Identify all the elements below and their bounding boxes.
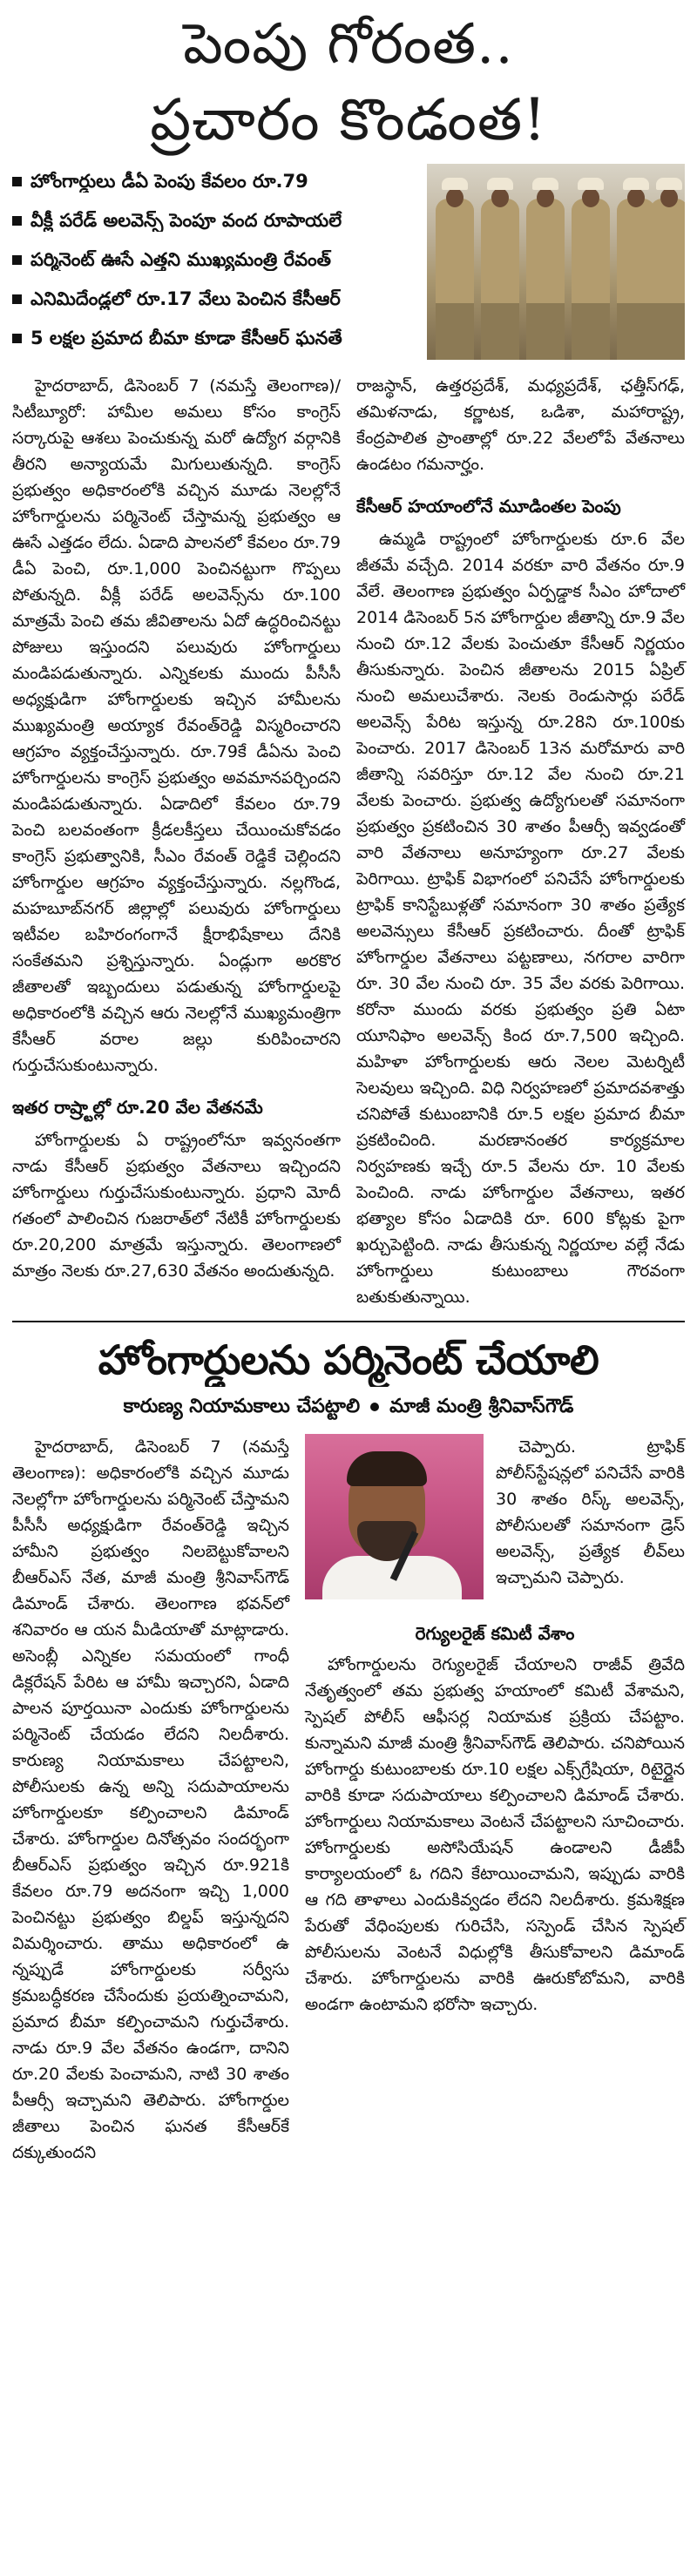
article-two-right-column [305,1434,685,2166]
subheadline-left: కారుణ్య నియామకాలు చేపట్టాలి [123,1396,361,1417]
article-paragraph: హైదరాబాద్, డిసెంబర్ 7 (నమస్తే తెలంగాణ): అధికారంలోకి వచ్చిన మూడు నెలల్లోగా హోంగార్డులను పర్మినెంట్ చేస్తామని పీసీసీ అధ్యక్షుడిగా రేవంత్‌రెడ్డి ఇచ్చిన హామీని ప్రభుత్వం నిలబెట్టుకోవాలని బీఆర్‌ఎస్ నేత, మాజీ మంత్రి శ్రీనివాస్‌గౌడ్ డిమాండ్ చేశారు. తెలంగాణ భవన్‌లో శనివారం ఆ యన మీడియాతో మాట్లాడారు. అసెంబ్లీ ఎన్నికల సమయంలో గాంధీ డిక్లరేషన్ పేరిట ఆ హామీ ఇచ్చారని, ఏడాది పాలన పూర్తయినా ఎందుకు హోంగార్డులను పర్మినెంట్ చేయడం లేదని నిలదీశారు. కారుణ్య నియామకాలు చేపట్టాలని, పోలీసులకు ఉన్న అన్ని సదుపాయాలను హోంగార్డులకూ కల్పించాలని డిమాండ్ చేశారు. హోంగార్డుల దినోత్సవం సందర్భంగా బీఆర్‌ఎస్ ప్రభుత్వం ఇచ్చిన రూ.921కి కేవలం రూ.79 అదనంగా ఇచ్చి 1,000 పెంచినట్టు ప్రభుత్వం బిల్డప్ ఇస్తున్నదని విమర్శించారు. తాము అధికారంలో ఉ న్నప్పుడే హోంగార్డులకు సర్వీసు క్రమబద్ధీకరణ చేసేందుకు ప్రయత్నించామని, ప్రమాద బీమా కల్పించామని గుర్తుచేశారు. నాడు రూ.9 వేల వేతనం ఉండగా, దానిని రూ.20 వేలకు పెంచామని, నాటి 30 శాతం పీఆర్సీ ఇచ్చామని తెలిపారు. హోంగార్డుల జీతాలు పెంచిన ఘనత కేసీఆర్‌కే దక్కుతుందని [12,1437,289,2162]
main-headline [0,0,697,159]
article-subheading: కేసీఆర్ హయాంలోనే మూడింతల పెంపు [356,496,621,517]
srinivas-goud-photo [305,1434,484,1599]
article-one-right-column [356,373,685,1310]
bullet-square-icon [12,177,22,186]
bullet-item: పర్మినెంట్ ఊసే ఎత్తని ముఖ్యమంత్రి రేవంత్ [12,249,413,271]
bullet-item: 5 లక్షల ప్రమాద బీమా కూడా కేసీఆర్ ఘనతే [12,328,413,349]
section-divider [12,1321,685,1322]
article-paragraph: ఉమ్మడి రాష్ట్రంలో హోంగార్డులకు రూ.6 వేల జీతమే వచ్చేది. 2014 వరకూ వారి వేతనం రూ.9 వేలే. తెలంగాణ ప్రభుత్వం ఏర్పడ్డాక సీఎం హోదాలో 2014 డిసెంబర్ 5న హోంగార్డుల జీతాన్ని రూ.9 వేల నుంచి రూ.12 వేలకు పెంచుతూ కేసీఆర్ నిర్ణయం తీసుకున్నారు. పెంచిన జీతాలను 2015 ఏప్రిల్ నుంచి అమలుచేశారు. నెలకు రెండుసార్లు పరేడ్ అలవెన్స్ పేరిట ఇస్తున్న రూ.28ని రూ.100కు పెంచారు. 2017 డిసెంబర్ 13న మరోమారు వారి జీతాన్ని సవరిస్తూ రూ.12 వేల నుంచి రూ.21 వేలకు పెంచారు. ప్రభుత్వ ఉద్యోగులతో సమానంగా ప్రభుత్వం ప్రకటించిన 30 శాతం పీఆర్సీ ఇవ్వడంతో వారి వేతనాలు అనూహ్యంగా రూ.27 వేలకు పెరిగాయి. ట్రాఫిక్ విభాగంలో పనిచేసే హోంగార్డులకు ట్రాఫిక్ కానిస్టేబుళ్లతో సమానంగా 30 శాతం ప్రత్యేక అలవెన్సులు కేసీఆర్ ప్రకటించారు. దీంతో ట్రాఫిక్ హోంగార్డుల వేతనాలు పట్టణాలు, నగరాల వారిగా రూ. 30 వేల నుంచి రూ. 35 వేల వరకు పెరిగాయి. కరోనా ముందు వరకు ప్రభుత్వం ప్రతి ఏటా యూనిఫాం అలవెన్స్ కింద రూ.7,500 ఇచ్చింది. మహిళా హోంగార్డులకు ఆరు నెలల మెటర్నిటీ సెలవులు ఇచ్చింది. విధి నిర్వహణలో ప్రమాదవశాత్తు చనిపోతే కుటుంబానికి రూ.5 లక్షల ప్రమాద బీమా ప్రకటించింది. మరణానంతర కార్యక్రమాల నిర్వహణకు ఇచ్చే రూ.5 వేలను రూ. 10 వేలకు పెంచింది. నాడు హోంగార్డుల వేతనాలు, ఇతర భత్యాల కోసం ఏడాదికి రూ. 600 కోట్లకు పైగా ఖర్చుపెట్టింది. నాడు తీసుకున్న నిర్ణయాల వల్లే నేడు హోంగార్డులు కుటుంబాలు గౌరవంగా బతుకుతున్నాయి. [356,530,686,1307]
second-subheadline [12,1392,685,1422]
bullet-item: ఎనిమిదేండ్లలో రూ.17 వేలు పెంచిన కేసీఆర్ [12,288,413,310]
article-two-left-column [12,1434,289,2166]
second-headline: హోంగార్డులను పర్మినెంట్ చేయాలి [98,1336,599,1383]
bullet-square-icon [12,294,22,304]
article-two [12,1434,685,2166]
bullet-square-icon [12,334,22,343]
bullet-square-icon [12,255,22,265]
article-paragraph: చెప్పారు. ట్రాఫిక్ పోలీస్‌స్టేషన్లలో పనిచేసే వారికి 30 శాతం రిస్క్ అలవెన్స్, పోలీసులతో సమానంగా డ్రెస్ అలవెన్స్, ప్రత్యేక లీవ్‌లు ఇచ్చామని చెప్పారు. [496,1437,685,1587]
article-paragraph: హోంగార్డులను రెగ్యులరైజ్ చేయాలని రాజీవ్ త్రివేది నేతృత్వంలో తమ ప్రభుత్వ హయాంలో కమిటీ వేశామని, స్పెషల్ పోలీస్ ఆఫీసర్ల నియామక ప్రక్రియ చేపట్టాం. కున్నామని మాజీ మంత్రి శ్రీనివాస్‌గౌడ్ తెలిపారు. చనిపోయిన హోంగార్డు కుటుంబాలకు రూ.10 లక్షల ఎక్స్‌గ్రేషియా, రిటైర్డైన వారికి కూడా సదుపాయాలు కల్పించాలని డిమాండ్ చేశారు. హోంగార్డులు నియామకాలు వెంటనే చేపట్టాలని సూచించారు. హోంగార్డులకు అసోసియేషన్ ఉండాలని డీజీపీ కార్యాలయంలో ఓ గదిని కేటాయించామని, ఇప్పుడు వారికి ఆ గది తాళాలు ఎందుకివ్వడం లేదని నిలదీశారు. క్రమశిక్షణ పేరుతో వేధింపులకు గురిచేసి, సస్పెండ్ చేసిన స్పెషల్ పోలీసులను వెంటనే విధుల్లోకి తీసుకోవాలని డిమాండ్ చేశారు. హోంగార్డులను వారికి ఊరుకోబోమని, వారికి అండగా ఉంటామని భరోసా ఇచ్చారు. [305,1655,685,2014]
headline-line-2: ప్రచారం కొండంత! [150,86,547,153]
article-paragraph: హైదరాబాద్, డిసెంబర్ 7 (నమస్తే తెలంగాణ)/సిటీబ్యూరో: హామీల అమలు కోసం కాంగ్రెస్ సర్కారుపై ఆశలు పెంచుకున్న మరో ఉద్యోగ వర్గానికి తీరని అన్యాయమే మిగులుతున్నది. కాంగ్రెస్ ప్రభుత్వం అధికారంలోకి వచ్చిన మూడు నెలల్లోనే హోంగార్డులను పర్మినెంట్ చేస్తామన్న ప్రభుత్వం ఆ ఊసే ఎత్తడం లేదు. ఏడాది పాలనలో కేవలం రూ.79 డీఏ పెంచి, రూ.1,000 పెంచినట్టుగా గొప్పలు పోతున్నది. వీక్లీ పరేడ్ అలవెన్స్‌ను రూ.100 మాత్రమే పెంచి తమ జీవితాలను ఏదో ఉద్ధరించినట్టు పోజులు ఇస్తుందని పలువురు హోంగార్డులు మండిపడుతున్నారు. ఎన్నికలకు ముందు పీసీసీ అధ్యక్షుడిగా హోంగార్డులకు ఇచ్చిన హామీలను ముఖ్యమంత్రి అయ్యాక రేవంత్‌రెడ్డి విస్మరించారని ఆగ్రహం వ్యక్తంచేస్తున్నారు. రూ.79కే డీఏను పెంచి హోంగార్డులను కాంగ్రెస్ ప్రభుత్వం అవమానపర్చిందని మండిపడుతున్నారు. ఏడాదిలో కేవలం రూ.79 పెంచి బలవంతంగా క్రీడలకీస్తలు చేయించుకోవడం కాంగ్రెస్ ప్రభుత్వానికి, సీఎం రేవంత్ రెడ్డికే చెల్లిందని హోంగార్డుల ఆగ్రహం వ్యక్తంచేస్తున్నారు. నల్లగొండ, మహబూబ్‌నగర్ జిల్లాల్లో పలువురు హోంగార్డులు ఇటీవల బహిరంగంగానే క్షీరాభిషేకాలు దేనికి సంకేతమని ప్రశ్నిస్తున్నారు. ఏండ్లుగా అరకొర జీతాలతో ఇబ్బందులు పడుతున్న హోంగార్డులపై అధికారంలోకి వచ్చిన ఆరు నెలల్లోనే ముఖ్యమంత్రిగా కేసీఆర్ వరాల జల్లు కురిపించారని గుర్తుచేసుకుంటున్నారు. [12,376,341,1075]
article-one-columns [12,373,685,1310]
bullet-dot-icon [370,1403,379,1411]
headline-line-1: పెంపు గోరంత.. [183,12,514,77]
bullet-item: హోంగార్డులు డీఏ పెంపు కేవలం రూ.79 [12,171,413,193]
bullet-item: వీక్లీ పరేడ్ అలవెన్స్ పెంపూ వంద రూపాయలే [12,210,413,232]
home-guards-parade-photo [427,164,685,360]
bullet-square-icon [12,216,22,226]
article-paragraph: రాజస్థాన్, ఉత్తరప్రదేశ్, మధ్యప్రదేశ్, ఛత్తీస్‌గఢ్, తమిళనాడు, కర్ణాటక, ఒడిశా, మహారాష్ట్ర, కేంద్రపాలిత ప్రాంతాల్లో రూ.22 వేలలోపే వేతనాలు ఉండటం గమనార్హం. [356,376,685,474]
article-subheading: రెగ్యులరైజ్ కమిటీ వేశాం [415,1623,575,1644]
subheadline-right: మాజీ మంత్రి శ్రీనివాస్‌గౌడ్ [389,1396,574,1417]
article-subheading: ఇతర రాష్ర్టాల్లో రూ.20 వేల వేతనమే [12,1097,263,1118]
intro-section [12,164,685,373]
article-one-left-column [12,373,341,1310]
bullet-list [12,171,413,367]
article-paragraph: హోంగార్డులకు ఏ రాష్ట్రంలోనూ ఇవ్వనంతగా నాడు కేసీఆర్ ప్రభుత్వం వేతనాలు ఇచ్చిందని హోంగార్డులు గుర్తుచేసుకుంటున్నారు. ప్రధాని మోదీ గతంలో పాలించిన గుజరాత్‌లో నేటికీ హోంగార్డులకు రూ.20,200 మాత్రమే ఇస్తున్నారు. తెలంగాణలో మాత్రం నెలకు రూ.27,630 వేతనం అందుతున్నది. [12,1131,341,1281]
